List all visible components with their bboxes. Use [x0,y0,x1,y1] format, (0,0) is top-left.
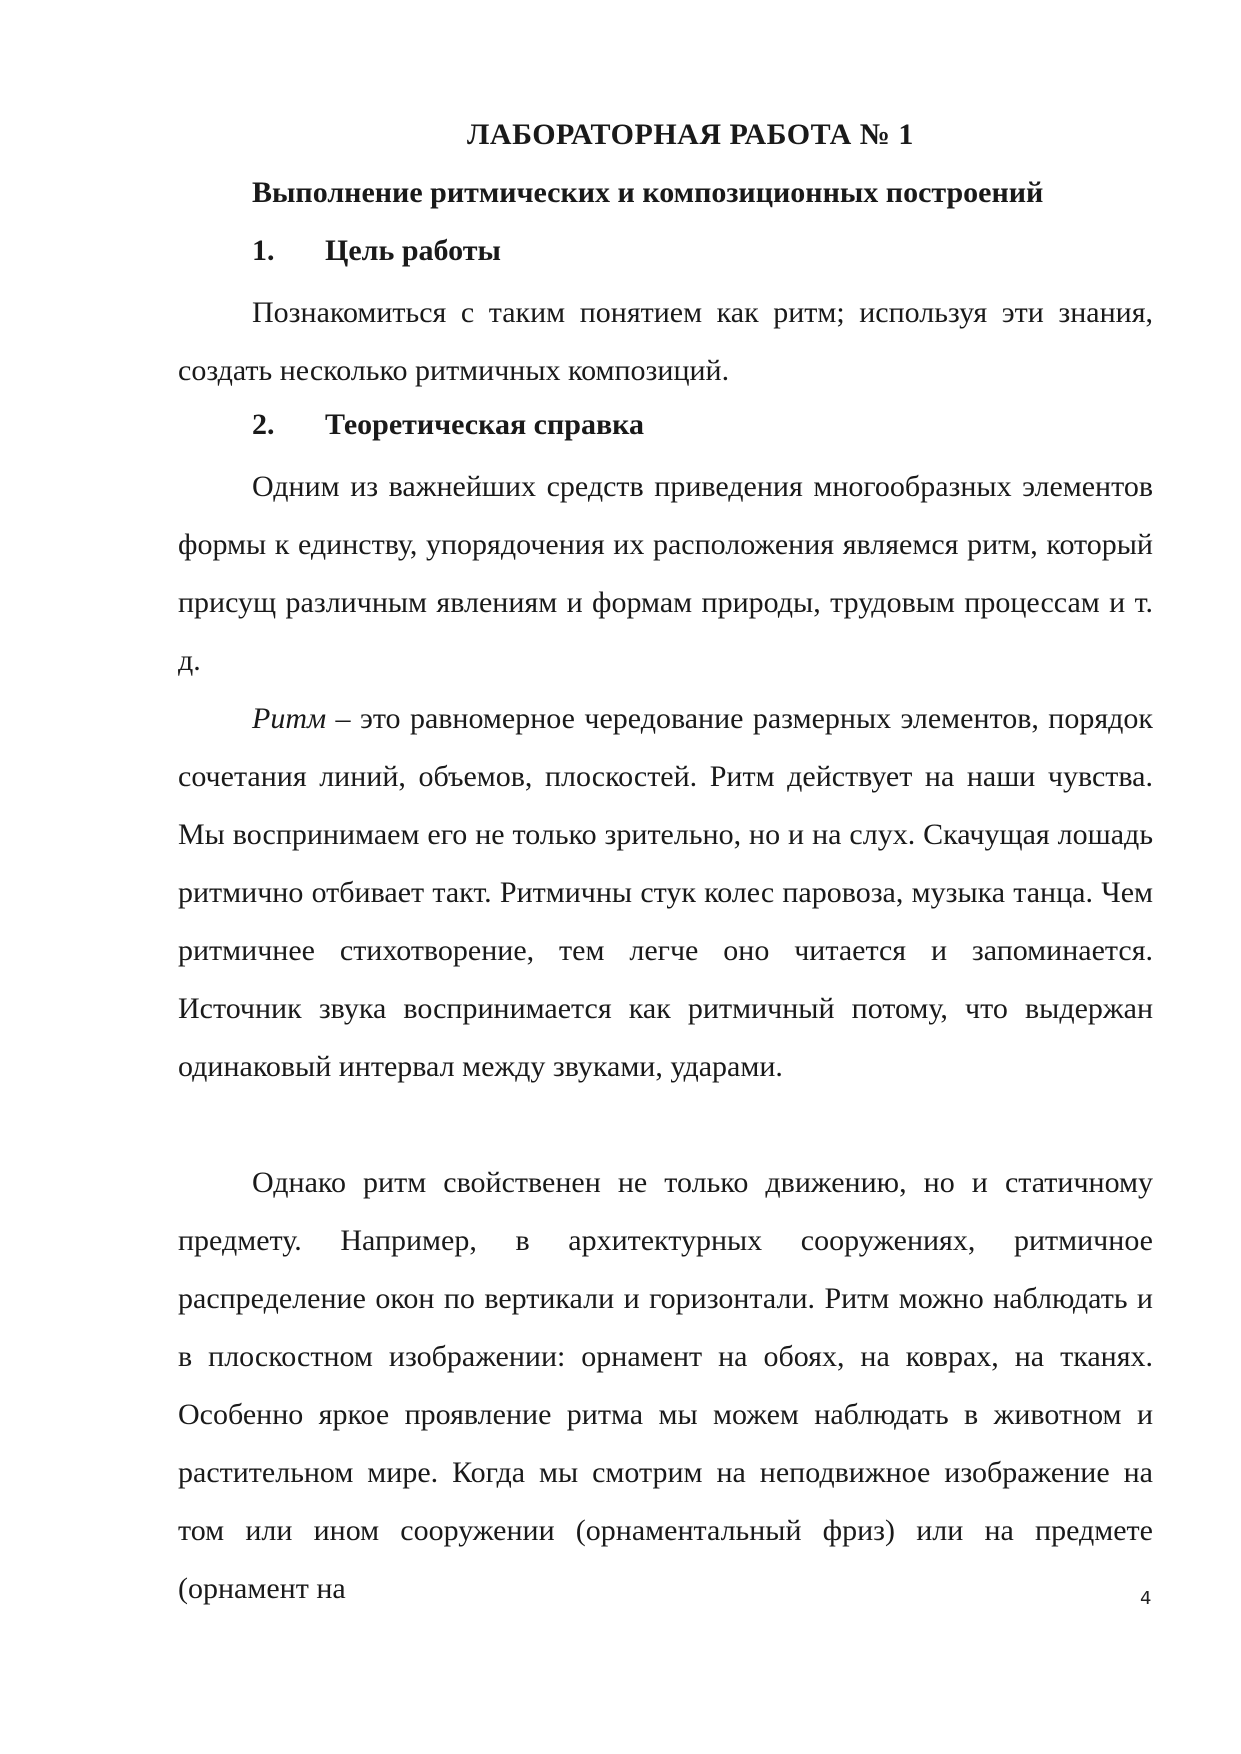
definition-text: – это равномерное чередование размерных элементов, порядок сочетания линий, объемов, плоскостей. Ритм действует на наши чувства. Мы воспринимаем его не только зрительно, но и на слух. Скачущая лошадь ритмично отбивает такт. Ритмичны стук колес паровоза, музыка танца. Чем ритмичнее стихотворение, тем легче оно читается и запоминается. Источник звука воспринимается как ритмичный потому, что выдержан одинаковый интервал между звуками, ударами. [178,702,1153,1083]
section-heading-label: Цель работы [325,234,501,267]
paragraph-text: Однако ритм свойственен не только движению, но и статичному предмету. Например, в архитектурных сооружениях, ритмичное распределение окон по вертикали и горизонтали. Ритм можно наблюдать и в плоскостном изображении: орнамент на обоях, на коврах, на тканях. Особенно яркое проявление ритма мы можем наблюдать в животном и растительном мире. Когда мы смотрим на неподвижное изображение на том или ином сооружении (орнаментальный фриз) или на предмете (орнамент на [178,1166,1153,1605]
page-number: 4 [1140,1588,1152,1609]
page-subtitle: Выполнение ритмических и композиционных построений [252,176,1044,209]
section-heading-theory [252,408,644,442]
theory-paragraph-2 [178,690,1153,1096]
rhythm-term: Ритм [252,702,327,735]
theory-paragraph-1 [178,458,1153,690]
page-title: ЛАБОРАТОРНАЯ РАБОТА № 1 [467,118,914,151]
section-heading-label: Теоретическая справка [325,408,644,441]
paragraph-text: Одним из важнейших средств приведения многообразных элементов формы к единству, упорядочения их расположения являемся ритм, который присущ различным явлениям и формам природы, трудовым процессам и т. д. [178,470,1153,677]
section-heading-goal [252,234,501,268]
section-number: 2. [252,408,275,441]
paragraph-text: Познакомиться с таким понятием как ритм; используя эти знания, создать несколько ритмичных композиций. [178,296,1153,387]
theory-paragraph-3 [178,1154,1153,1618]
section-number: 1. [252,234,275,267]
goal-paragraph [178,284,1153,400]
paragraph-text [178,690,1153,1096]
